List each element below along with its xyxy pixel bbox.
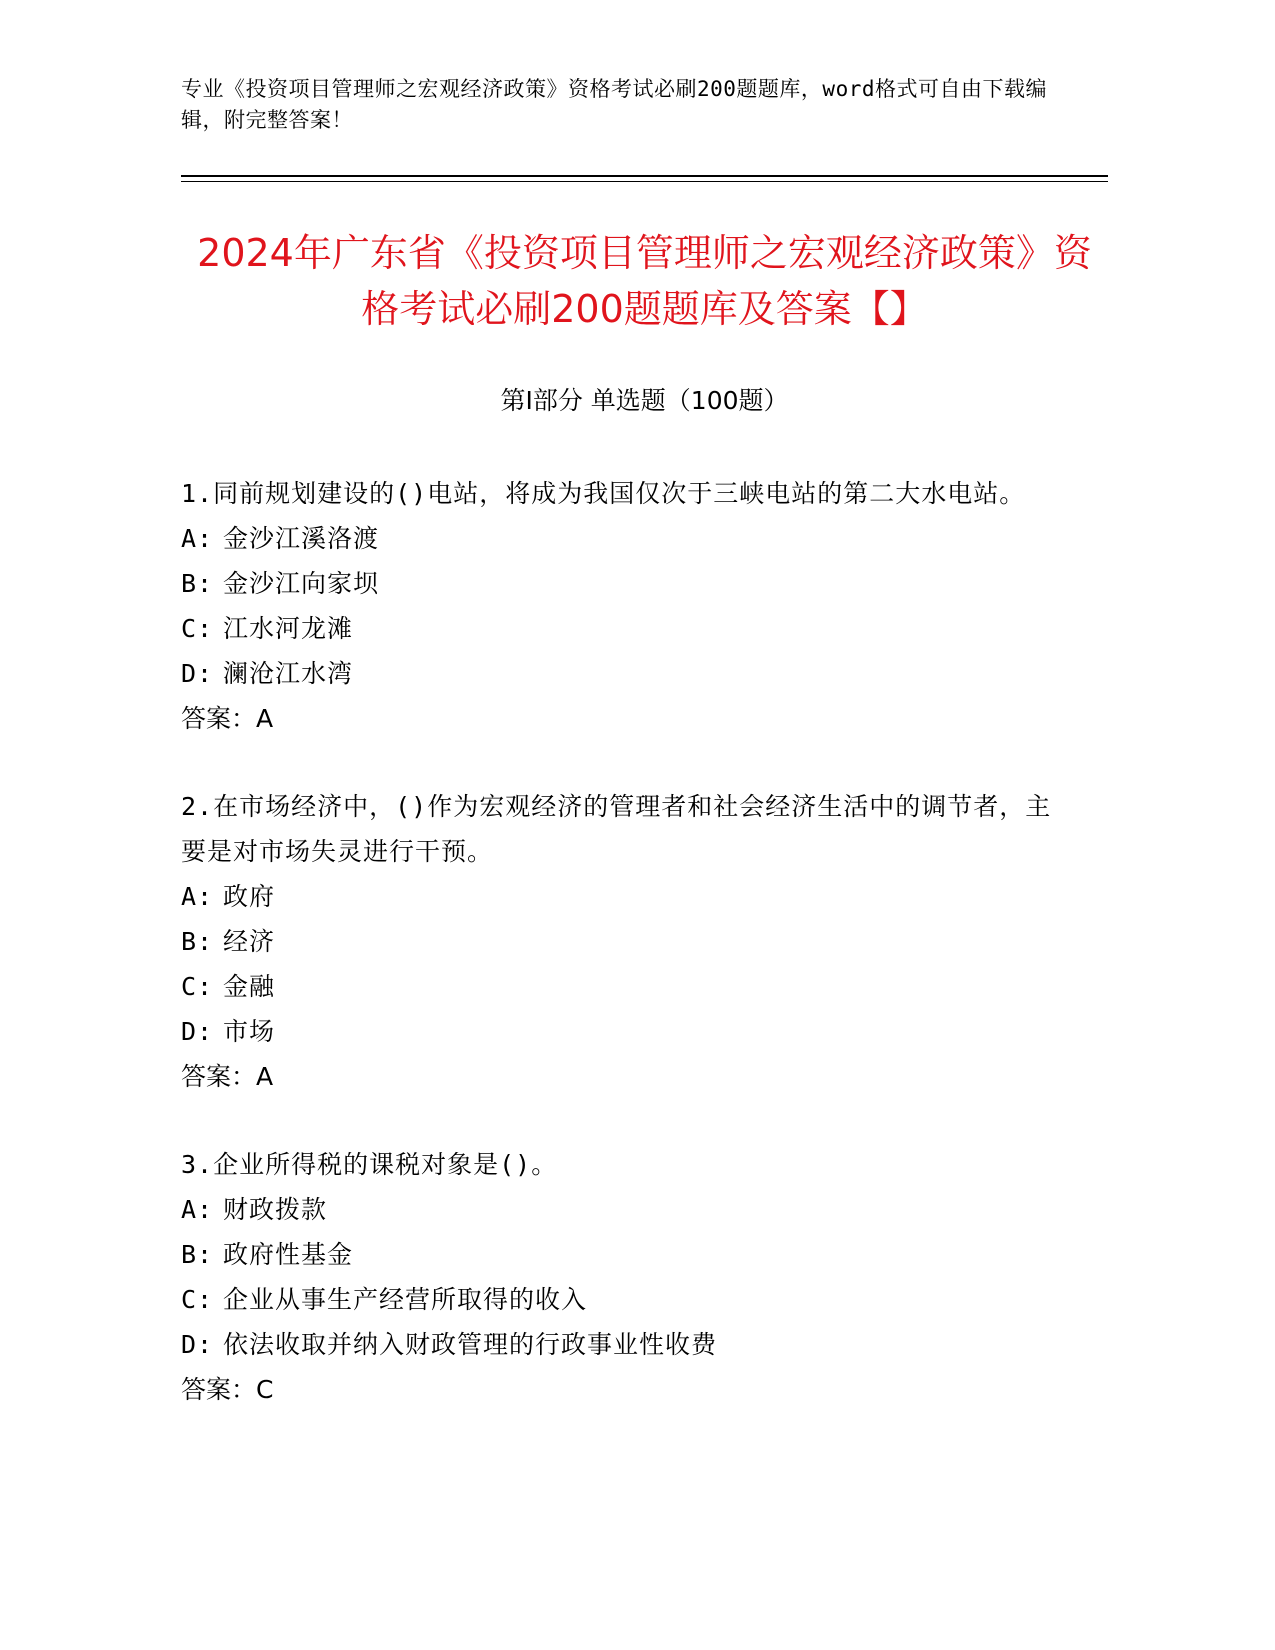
option-c [181,964,1061,1009]
question-stem: 3.企业所得税的课税对象是()。 [181,1150,558,1179]
option-text: 金沙江向家坝 [223,569,380,598]
option-text: 澜沧江水湾 [223,659,354,688]
option-b [181,919,1061,964]
question-list [181,471,1061,1455]
option-text: 经济 [223,927,276,956]
option-letter: D: [181,659,214,688]
document-title: 2024年广东省《投资项目管理师之宏观经济政策》资格考试必刷200题题库及答案【】 [197,231,1092,331]
section-heading: 第Ⅰ部分 单选题（100题） [500,386,789,415]
option-text: 财政拨款 [223,1195,328,1224]
option-letter: B: [181,569,214,598]
option-letter: C: [181,614,214,643]
option-letter: C: [181,1285,214,1314]
option-text: 政府 [223,882,276,911]
answer-line: 答案：A [181,1062,274,1091]
option-text: 江水河龙滩 [223,614,354,643]
option-letter: A: [181,882,214,911]
option-letter: D: [181,1017,214,1046]
option-d [181,651,1061,696]
option-text: 依法收取并纳入财政管理的行政事业性收费 [223,1330,718,1359]
option-text: 金沙江溪洛渡 [223,524,380,553]
header-divider-thick [181,175,1108,177]
option-text: 市场 [223,1017,276,1046]
option-a [181,874,1061,919]
option-letter: D: [181,1330,214,1359]
option-b [181,561,1061,606]
option-c [181,1277,1061,1322]
option-text: 政府性基金 [223,1240,354,1269]
question-1 [181,471,1061,741]
header-divider-thin [181,181,1108,182]
question-stem: 1.同前规划建设的()电站，将成为我国仅次于三峡电站的第二大水电站。 [181,479,1026,508]
option-letter: B: [181,1240,214,1269]
option-a [181,516,1061,561]
option-a [181,1187,1061,1232]
option-text: 金融 [223,972,276,1001]
answer-line: 答案：C [181,1375,274,1404]
option-text: 企业从事生产经营所取得的收入 [223,1285,588,1314]
option-letter: A: [181,524,214,553]
option-letter: C: [181,972,214,1001]
option-d [181,1009,1061,1054]
option-letter: B: [181,927,214,956]
answer-line: 答案：A [181,704,274,733]
option-c [181,606,1061,651]
question-2 [181,784,1061,1099]
header-note: 专业《投资项目管理师之宏观经济政策》资格考试必刷200题题库，word格式可自由下载编辑，附完整答案！ [181,77,1047,132]
option-b [181,1232,1061,1277]
option-letter: A: [181,1195,214,1224]
question-stem: 2.在市场经济中，()作为宏观经济的管理者和社会经济生活中的调节者，主要是对市场失灵进行干预。 [181,792,1052,866]
question-3 [181,1142,1061,1412]
option-d [181,1322,1061,1367]
